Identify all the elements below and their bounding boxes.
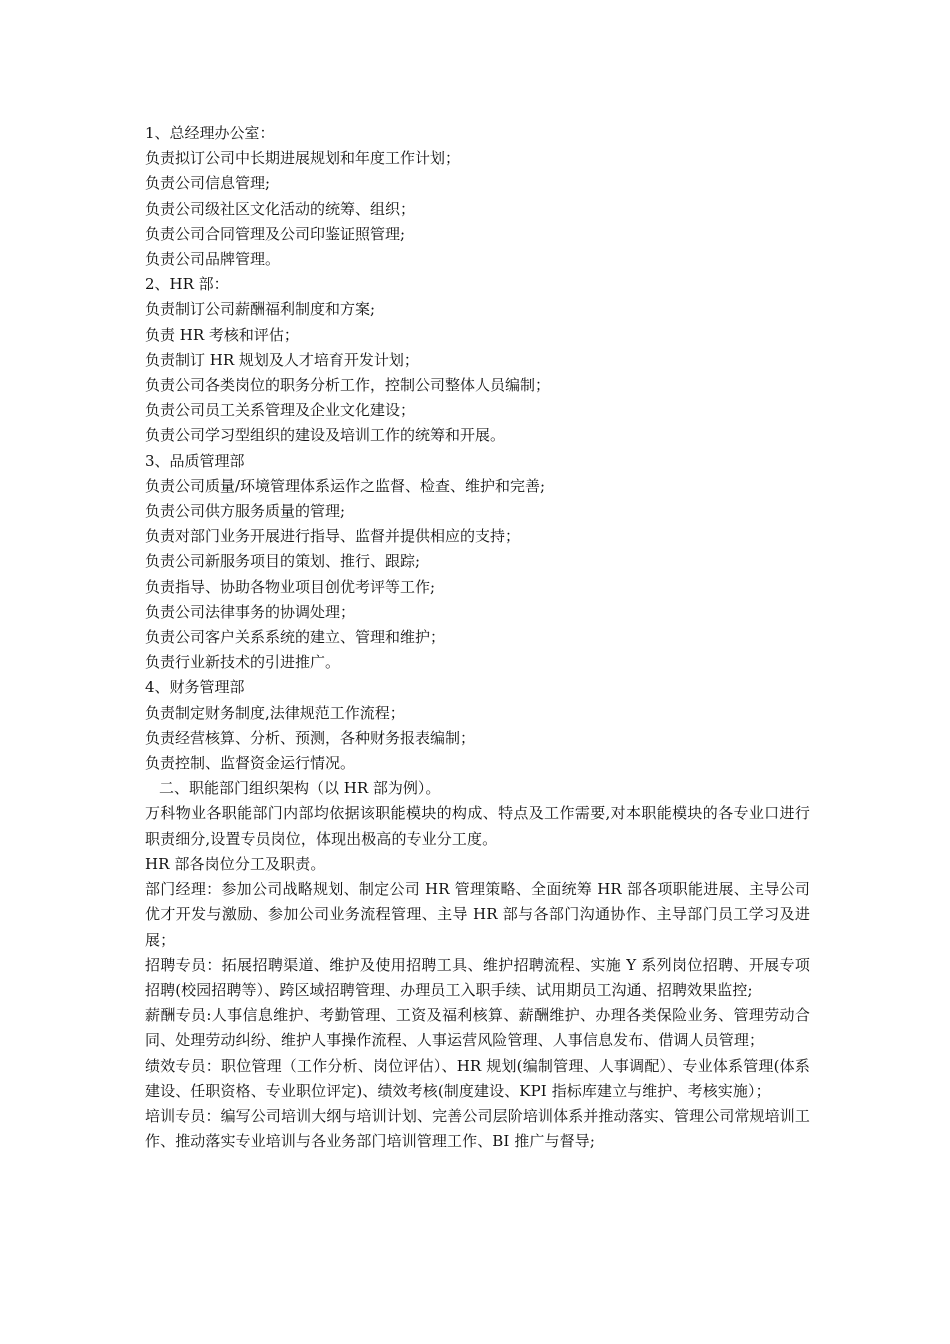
duty-line: 负责 HR 考核和评估； — [145, 325, 299, 344]
duty-line: 负责公司员工关系管理及企业文化建设； — [145, 401, 416, 420]
intro-paragraph: 万科物业各职能部门内部均依据该职能模块的构成、特点及工作需要,对本职能模块的各专业口进行职责细分,设置专员岗位，体现出极高的专业分工度。 — [145, 804, 810, 848]
role-paragraph: 培训专员：编写公司培训大纲与培训计划、完善公司层阶培训体系并推动落实、管理公司常规培训工作、推动落实专业培训与各业务部门培训管理工作、BI 推广与督导; — [145, 1106, 810, 1151]
duty-line: 负责控制、监督资金运行情况。 — [145, 754, 356, 773]
duty-line: 负责公司客户关系系统的建立、管理和维护； — [145, 628, 446, 647]
role-paragraph: 部门经理：参加公司战略规划、制定公司 HR 管理策略、全面统筹 HR 部各项职能进展、主导公司优才开发与激励、参加公司业务流程管理、主导 HR 部与各部门沟通协作、主导部门员工学习及进展； — [145, 880, 810, 949]
duty-line: 负责公司合同管理及公司印鉴证照管理; — [145, 224, 406, 243]
duty-line: 负责行业新技术的引进推广。 — [145, 653, 341, 672]
duty-line: 负责对部门业务开展进行指导、监督并提供相应的支持； — [145, 527, 521, 546]
duty-line: 负责制订公司薪酬福利制度和方案; — [145, 300, 376, 319]
section-heading: 4、财务管理部 — [145, 678, 245, 697]
duty-line: 负责公司各类岗位的职务分析工作，控制公司整体人员编制； — [145, 376, 551, 395]
duty-line: 负责公司供方服务质量的管理; — [145, 502, 346, 521]
section-heading: 3、品质管理部 — [145, 451, 245, 470]
role-paragraph: 薪酬专员:人事信息维护、考勤管理、工资及福利核算、薪酬维护、办理各类保险业务、管理劳动合同、处理劳动纠纷、维护人事操作流程、人事运营风险管理、人事信息发布、借调人员管理； — [145, 1006, 810, 1050]
duty-line: 负责指导、协助各物业项目创优考评等工作; — [145, 577, 436, 596]
duty-line: 负责拟订公司中长期进展规划和年度工作计划； — [145, 149, 461, 168]
role-paragraph: 招聘专员：拓展招聘渠道、维护及使用招聘工具、维护招聘流程、实施 Y 系列岗位招聘、开展专项招聘(校园招聘等）、跨区域招聘管理、办理员工入职手续、试用期员工沟通、招聘效果监控; — [145, 955, 810, 999]
role-paragraph: 绩效专员：职位管理（工作分析、岗位评估）、HR 规划(编制管理、人事调配）、专业体系管理(体系建设、任职资格、专业职位评定)、绩效考核(制度建设、KPI 指标库建立与维护、考核实施）； — [145, 1056, 810, 1100]
duty-line: 负责公司信息管理; — [145, 174, 271, 193]
document-body — [145, 121, 810, 1154]
section-heading: 2、HR 部： — [145, 275, 229, 294]
section-heading: 1、总经理办公室： — [145, 124, 275, 142]
duty-line: 负责公司品牌管理。 — [145, 250, 281, 269]
duty-line: 负责制定财务制度,法律规范工作流程； — [145, 703, 405, 722]
duty-line: 负责公司法律事务的协调处理； — [145, 602, 356, 621]
duty-line: 负责制订 HR 规划及人才培育开发计划； — [145, 350, 419, 369]
part-heading: 二、职能部门组织架构（以 HR 部为例）。 — [159, 779, 441, 798]
subsection-heading: HR 部各岗位分工及职责。 — [145, 854, 326, 873]
duty-line: 负责经营核算、分析、预测，各种财务报表编制； — [145, 728, 476, 747]
duty-line: 负责公司新服务项目的策划、推行、跟踪; — [145, 552, 421, 571]
duty-line: 负责公司级社区文化活动的统筹、组织； — [145, 199, 416, 218]
duty-line: 负责公司质量/环境管理体系运作之监督、检查、维护和完善; — [145, 476, 546, 495]
duty-line: 负责公司学习型组织的建设及培训工作的统筹和开展。 — [145, 426, 506, 445]
